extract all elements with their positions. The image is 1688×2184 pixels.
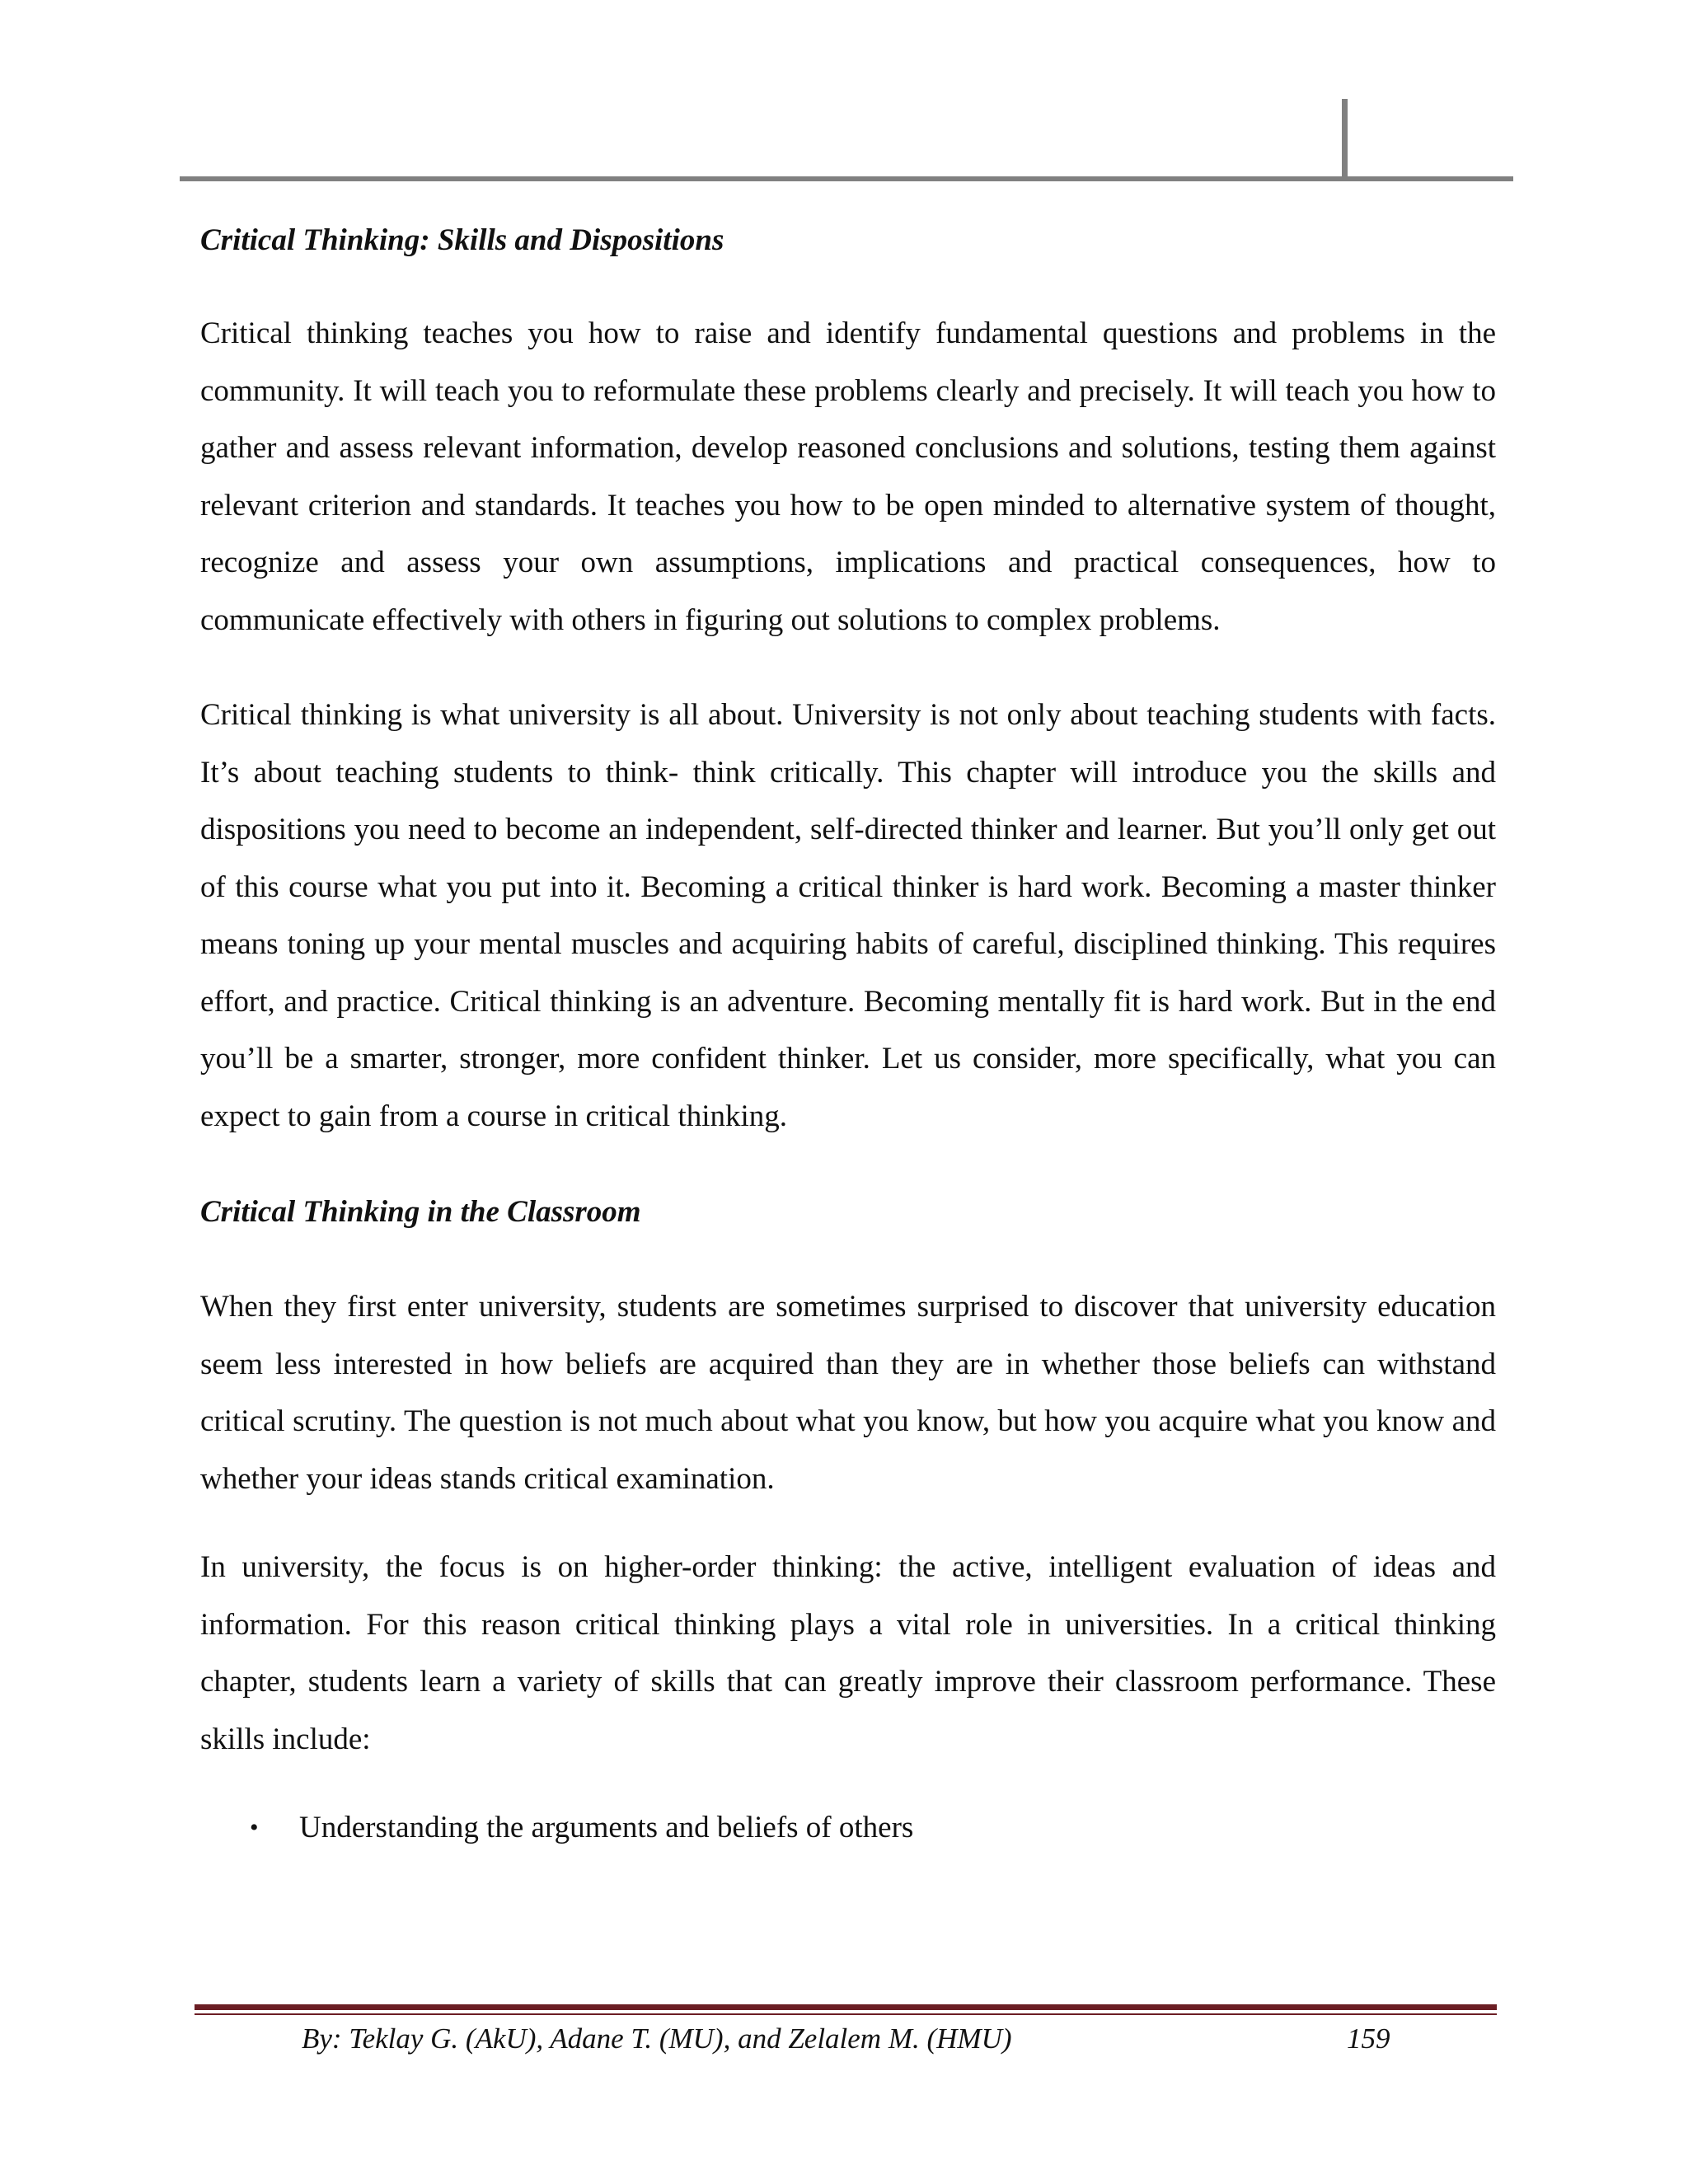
paragraph-higher-order-thinking: In university, the focus is on higher-order thinking: the active, intelligent evaluation of ideas and information. For this reason critical thinking plays a vital role in universities. In a critical thinking chapter, students learn a variety of skills that can greatly improve their classroom performance. These skills include: [200,1550,1496,1756]
paragraph-enter-university: When they first enter university, students are sometimes surprised to discover that university education seem less interested in how beliefs are acquired than they are in whether those beliefs can withstand critical scrutiny. The question is not much about what you know, but how you acquire what you know and whether your ideas stands critical examination. [200,1290,1496,1496]
paragraph-university-about: Critical thinking is what university is all about. University is not only about teaching students with facts. It’s about teaching students to think- think critically. This chapter will introduce you the skills and dispositions you need to become an independent, self-directed thinker and learner. But you’ll only get out of this course what you put into it. Becoming a critical thinker is hard work. Becoming a master thinker means toning up your mental muscles and acquiring habits of careful, disciplined thinking. This requires effort, and practice. Critical thinking is an adventure. Becoming mentally fit is hard work. But in the end you’ll be a smarter, stronger, more confident thinker. Let us consider, more specifically, what you can expect to gain from a course in critical thinking. [200,698,1496,1133]
footer-rule-thick [195,2004,1497,2010]
bullet-icon: • [250,1814,259,1841]
page-number: 159 [1347,2022,1390,2055]
section-heading-classroom: Critical Thinking in the Classroom [200,1195,641,1229]
footer-rule-thin [195,2013,1497,2015]
page-content [200,216,1496,1857]
paragraph-critical-thinking-teaches: Critical thinking teaches you how to raise and identify fundamental questions and problems in the community. It will teach you to reformulate these problems clearly and precisely. It will teach you how to gather and assess relevant information, develop reasoned conclusions and solutions, testing them against relevant criterion and standards. It teaches you how to be open minded to alternative system of thought, recognize and assess your own assumptions, implications and practical consequences, how to communicate effectively with others in figuring out solutions to complex problems. [200,316,1496,637]
footer-authors: By: Teklay G. (AkU), Adane T. (MU), and Zelalem M. (HMU) [302,2022,1012,2055]
header-rule [180,176,1513,181]
list-item-text: Understanding the arguments and beliefs of others [299,1811,914,1844]
list-item [200,1799,1496,1857]
skills-bullet-list [200,1799,1496,1857]
header-tick-mark [1342,99,1348,180]
section-heading-skills-dispositions: Critical Thinking: Skills and Dispositions [200,223,724,257]
